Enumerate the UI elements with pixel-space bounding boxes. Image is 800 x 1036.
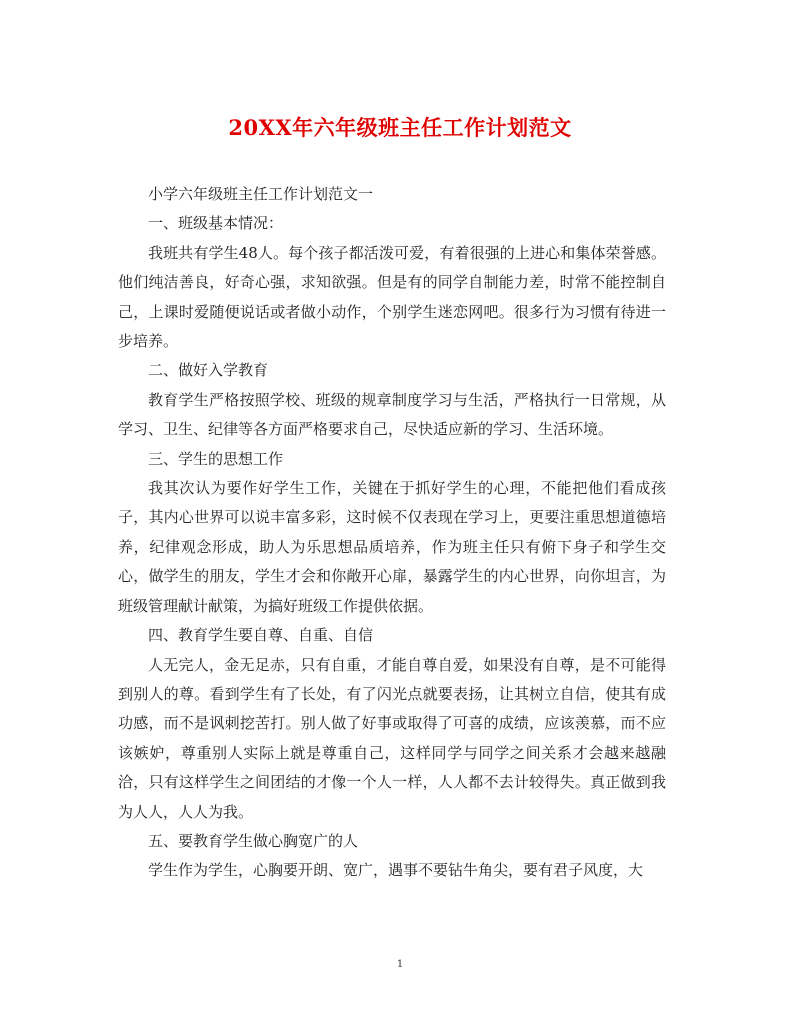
document-title: 20XX年六年级班主任工作计划范文 — [228, 115, 572, 140]
document-body — [118, 180, 666, 886]
paragraph: 教育学生严格按照学校、班级的规章制度学习与生活，严格执行一日常规，从学习、卫生、纪律等各方面严格要求自己，尽快适应新的学习、生活环境。 — [118, 390, 666, 439]
page-number: 1 — [396, 959, 404, 970]
section-heading: 一、班级基本情况： — [148, 214, 284, 233]
paragraph: 我班共有学生48人。每个孩子都活泼可爱，有着很强的上进心和集体荣誉感。他们纯洁善良，好奇心强，求知欲强。但是有的同学自制能力差，时常不能控制自己，上课时爱随便说话或者做小动作，个别学生迷恋网吧。很多行为习惯有待进一步培养。 — [118, 243, 666, 351]
section-heading: 五、要教育学生做心胸宽广的人 — [148, 831, 359, 850]
section-heading: 四、教育学生要自尊、自重、自信 — [148, 626, 374, 645]
paragraph: 学生作为学生，心胸要开朗、宽广，遇事不要钻牛角尖，要有君子风度，大 — [148, 861, 644, 880]
section-heading: 三、学生的思想工作 — [148, 449, 284, 468]
paragraph: 小学六年级班主任工作计划范文一 — [148, 185, 374, 203]
paragraph: 我其次认为要作好学生工作，关键在于抓好学生的心理，不能把他们看成孩子，其内心世界可以说丰富多彩，这时候不仅表现在学习上，更要注重思想道德培养，纪律观念形成，助人为乐思想品质培养，作为班主任只有俯下身子和学生交心，做学生的朋友，学生才会和你敞开心扉，暴露学生的内心世界，向你坦言，为班级管理献计献策，为搞好班级工作提供依据。 — [118, 479, 666, 615]
paragraph: 人无完人，金无足赤，只有自重，才能自尊自爱，如果没有自尊，是不可能得到别人的尊。看到学生有了长处，有了闪光点就要表扬，让其树立自信，使其有成功感，而不是讽刺挖苦打。别人做了好事或取得了可喜的成绩，应该羡慕，而不应该嫉妒，尊重别人实际上就是尊重自己，这样同学与同学之间关系才会越来越融洽，只有这样学生之间团结的才像一个人一样，人人都不去计较得失。真正做到我为人人，人人为我。 — [118, 655, 666, 821]
section-heading: 二、做好入学教育 — [148, 361, 269, 380]
